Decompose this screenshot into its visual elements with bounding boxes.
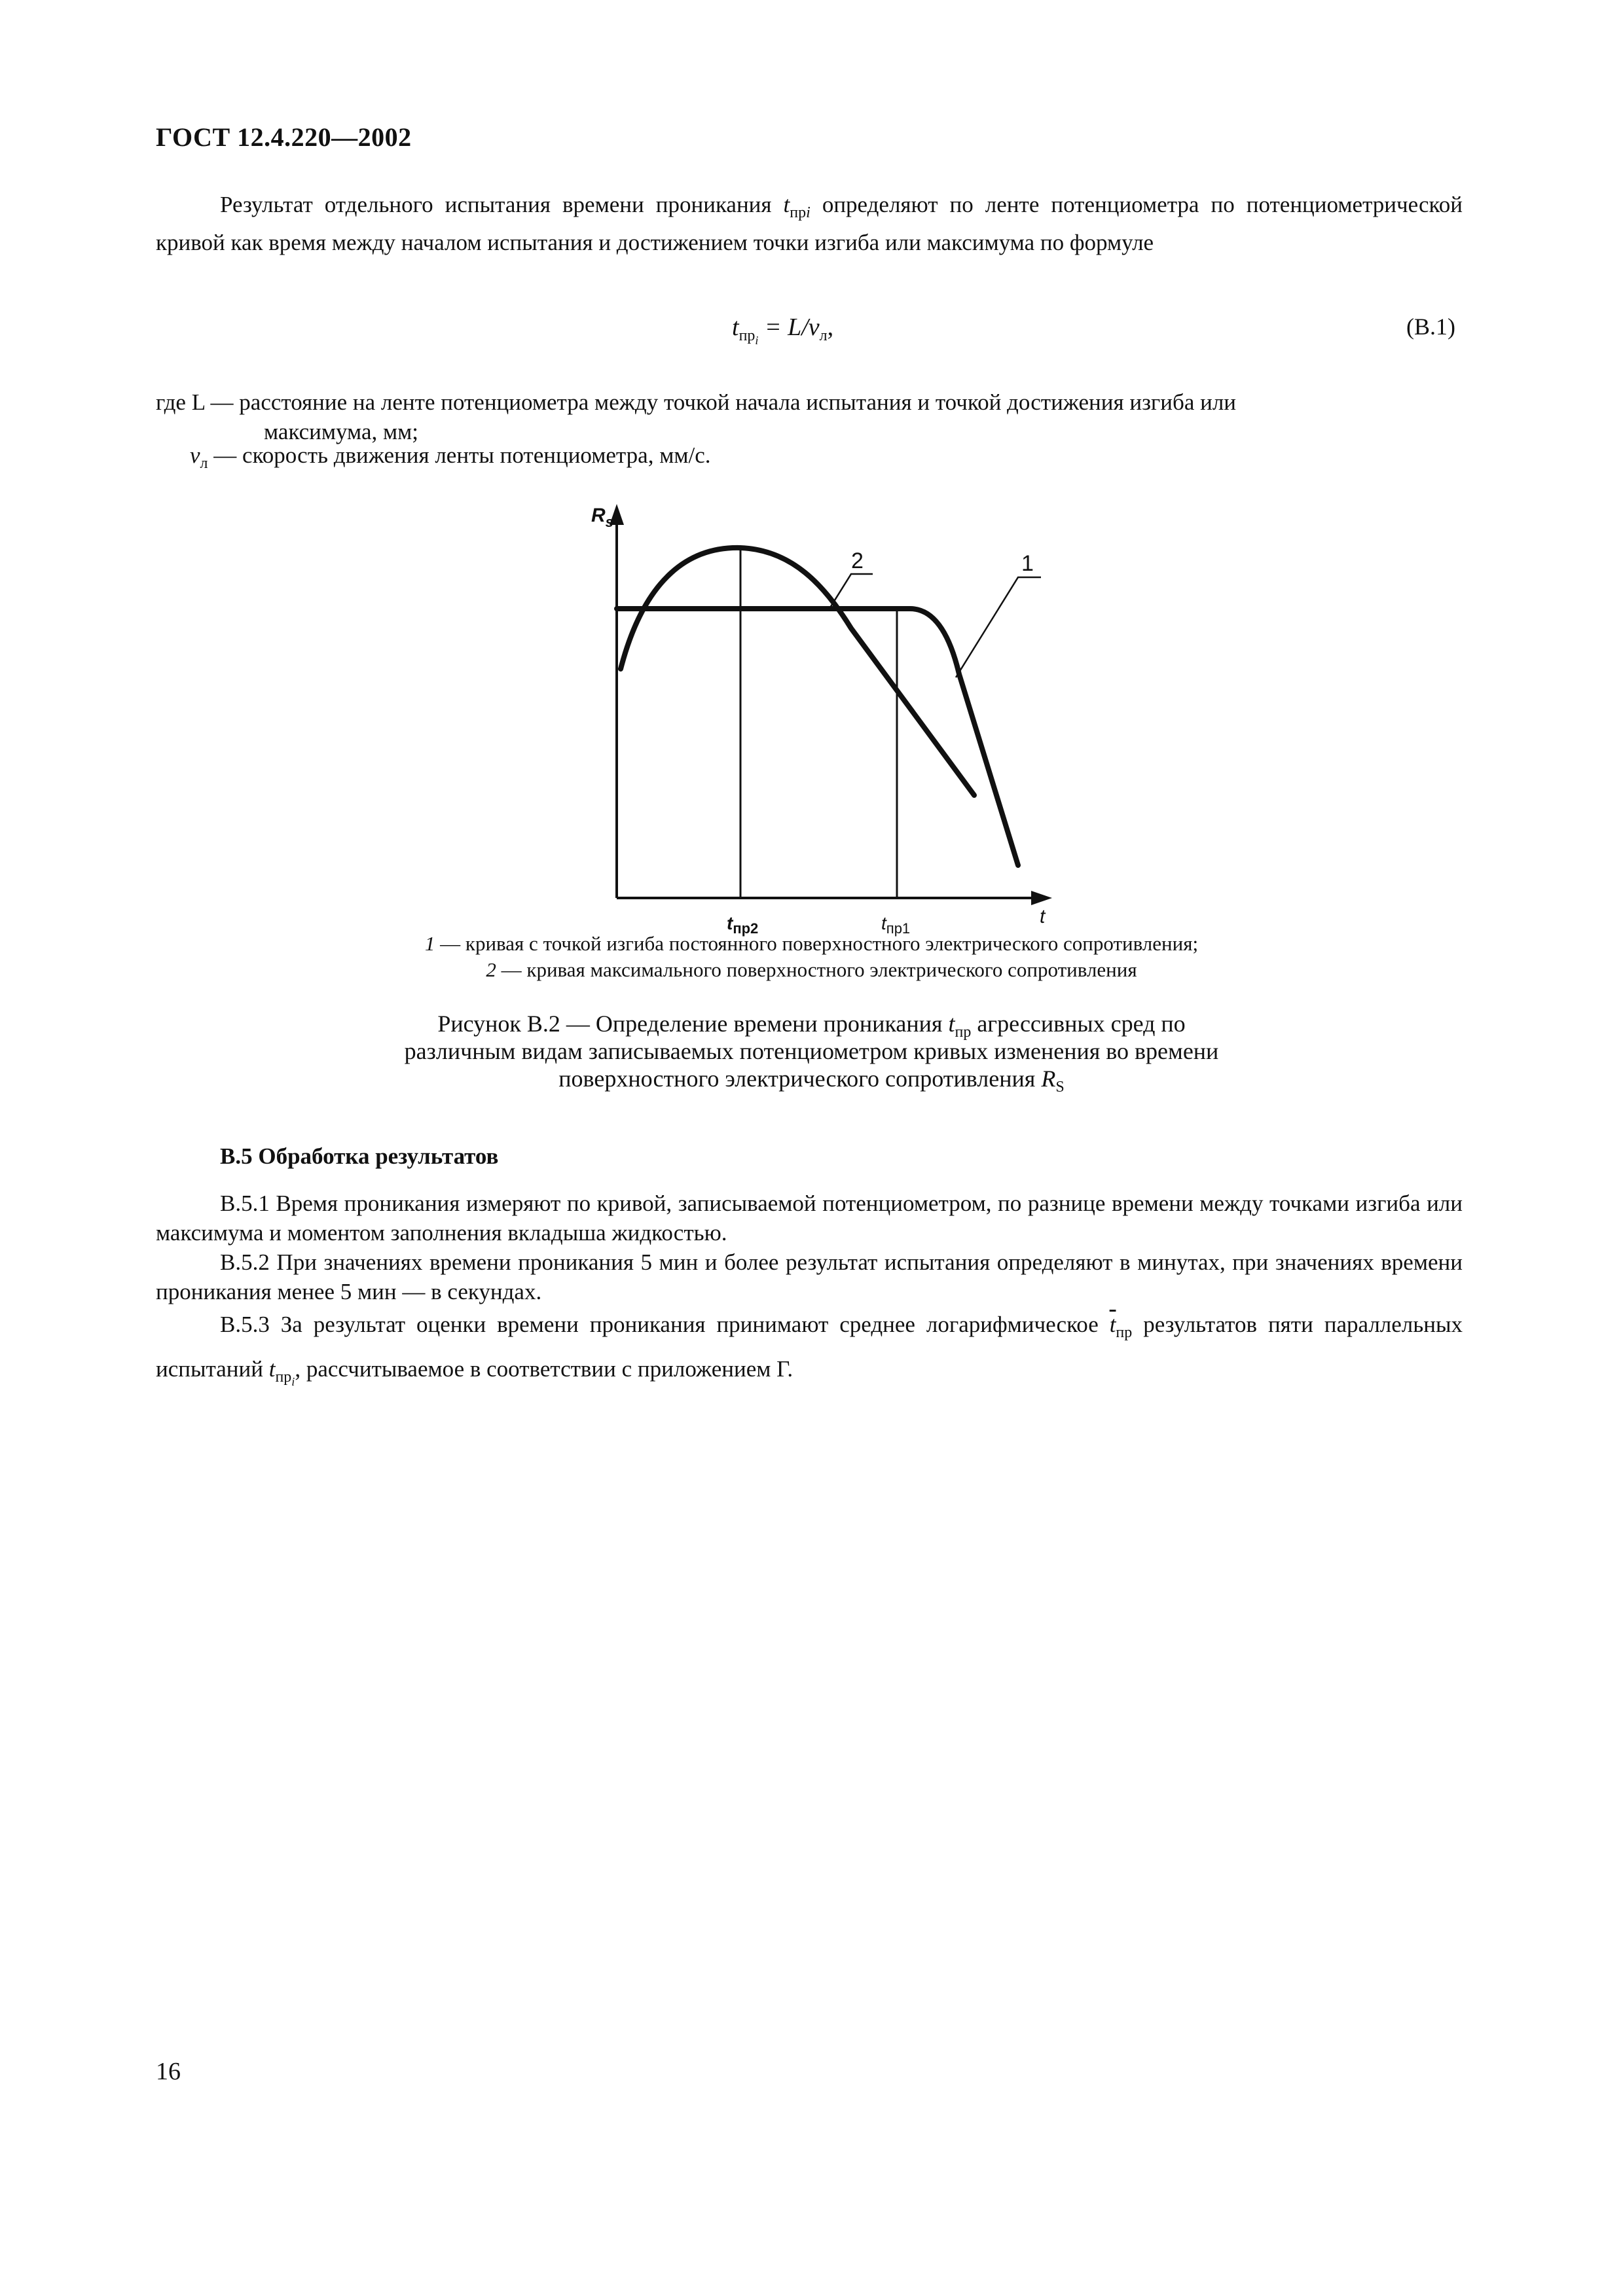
- formula-number: (В.1): [1406, 314, 1455, 340]
- where-line2: максимума, мм;: [264, 419, 418, 444]
- legend-item2-text: — кривая максимального поверхностного электрического сопротивления: [496, 958, 1137, 981]
- intro-var-t: t: [783, 192, 790, 217]
- legend-item1-text: — кривая с точкой изгиба постоянного поверхностного электрического сопротивления;: [435, 932, 1199, 955]
- formula-lhs-t: t: [732, 314, 739, 341]
- tick-tpr1-label: $t_{пр1}$: [881, 913, 911, 937]
- caption-line3-sub: S: [1055, 1079, 1065, 1096]
- x-axis-arrow-icon: [1031, 891, 1052, 905]
- legend-item-1: [0, 931, 1623, 957]
- p3-text-c: , рассчитываемое в соответствии с приложением Г.: [295, 1356, 793, 1382]
- formula-tail: ,: [827, 314, 834, 341]
- intro-text-a: Результат отдельного испытания времени проникания: [220, 192, 784, 217]
- intro-text-b: определяют по ленте потенциометра по потенциометрической кривой как время между началом испытания и достижением точки изгиба или максимума по формуле: [156, 192, 1463, 255]
- formula-lhs-sub-i: i: [755, 334, 759, 347]
- where-v-text: — скорость движения ленты потенциометра, мм/с.: [208, 442, 711, 468]
- p3-t-i: t: [268, 1356, 276, 1382]
- p3-t-i-sub-i: i: [291, 1375, 295, 1388]
- caption-line1-sub: пр: [955, 1024, 972, 1041]
- caption-line1-t: t: [948, 1011, 955, 1037]
- leader-line-1: [956, 577, 1041, 677]
- section-paragraph-3: [156, 1306, 1463, 1400]
- section-heading: В.5 Обработка результатов: [220, 1143, 499, 1169]
- section-paragraph-2: В.5.2 При значениях времени проникания 5 мин и более результат испытания определяют в минутах, при значениях времени проникания менее 5 мин — в секундах.: [156, 1249, 1463, 1304]
- formula-lhs-sub: пр: [739, 327, 756, 344]
- where-v-sub: л: [200, 455, 208, 472]
- p3-text-b: результатов пяти параллельных испытаний: [156, 1312, 1463, 1382]
- curve-2-label: 2: [851, 548, 864, 573]
- intro-var-sub-i: i: [806, 204, 811, 221]
- caption-line3-r: R: [1041, 1066, 1056, 1092]
- where-line1: где L — расстояние на ленте потенциометра между точкой начала испытания и точкой достижения изгиба или: [156, 389, 1237, 415]
- legend-item1-num: 1: [424, 932, 435, 955]
- curve-2: [621, 548, 974, 795]
- where-v-var: v: [190, 442, 200, 468]
- figure-caption-line3: [0, 1065, 1623, 1101]
- intro-var-sub: пр: [790, 204, 807, 221]
- caption-line1-b: агрессивных сред по: [971, 1011, 1186, 1037]
- caption-line1-a: Рисунок В.2 — Определение времени проникания: [437, 1011, 949, 1037]
- formula-rhs: = L/v: [758, 314, 820, 341]
- y-axis-label: $R_s$: [591, 505, 613, 530]
- p3-t-mean-sub: пр: [1116, 1324, 1133, 1341]
- curve-1-label: 1: [1021, 551, 1034, 576]
- curve-1: [617, 609, 1018, 865]
- p3-t-i-sub: пр: [275, 1369, 292, 1386]
- legend-item2-num: 2: [486, 958, 496, 981]
- section-paragraph-1: В.5.1 Время проникания измеряют по кривой, записываемой потенциометром, по разнице времени между точками изгиба или максимума и моментом заполнения вкладыша жидкостью.: [156, 1191, 1463, 1246]
- x-axis-label: t: [1040, 906, 1046, 927]
- p3-t-mean: $\overline{t}$: [1109, 1312, 1116, 1337]
- p3-text-a: В.5.3 За результат оценки времени проникания принимают среднее логарифмическое: [220, 1312, 1110, 1337]
- page-number: 16: [156, 2058, 181, 2085]
- figure-caption-line2: различным видам записываемых потенциометром кривых изменения во времени: [404, 1038, 1219, 1064]
- legend-item-2: [0, 957, 1623, 983]
- caption-line3-a: поверхностного электрического сопротивления: [558, 1066, 1042, 1092]
- document-header: ГОСТ 12.4.220—2002: [156, 122, 412, 152]
- formula-rhs-sub: л: [819, 327, 828, 344]
- tick-tpr2-label: $t_{пр2}$: [727, 913, 759, 937]
